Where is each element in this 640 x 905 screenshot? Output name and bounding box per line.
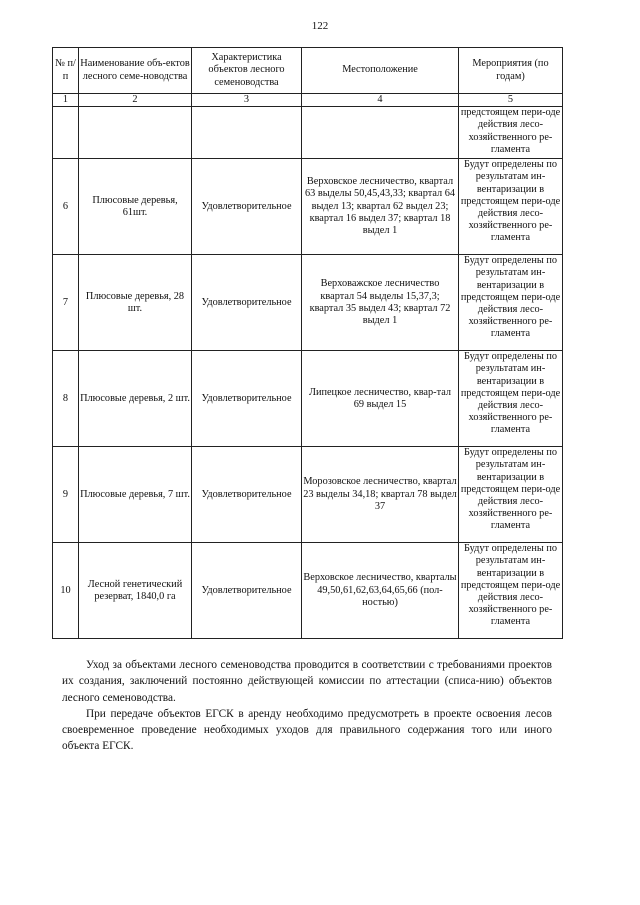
measures-cell: Будут определены по результатам ин-вентаризации в предстоящем пери-оде действия лесо-хозяйственного ре-гламента: [459, 351, 563, 447]
measures-cell: Будут определены по результатам ин-вентаризации в предстоящем пери-оде действия лесо-хозяйственного ре-гламента: [459, 159, 563, 255]
column-number: 3: [192, 94, 302, 107]
header-measures: Мероприятия (по годам): [459, 48, 563, 94]
column-number: 5: [459, 94, 563, 107]
characteristic-cell: Удовлетворительное: [192, 159, 302, 255]
header-number: № п/п: [53, 48, 79, 94]
page-number: 122: [311, 20, 329, 32]
column-number: 1: [53, 94, 79, 107]
continuation-row: [53, 107, 563, 159]
table-header-row: [53, 48, 563, 94]
characteristic-cell: Удовлетворительное: [192, 255, 302, 351]
row-number-cell: 8: [53, 351, 79, 447]
row-number-cell: 7: [53, 255, 79, 351]
location-cell: Верховажское лесничество квартал 54 выделы 15,37,3; квартал 35 выдел 43; квартал 72 выдел 1: [302, 255, 459, 351]
row-number-cell: 9: [53, 447, 79, 543]
forest-seed-objects-table: [52, 47, 563, 639]
location-cell: Морозовское лесничество, квартал 23 выделы 34,18; квартал 78 выдел 37: [302, 447, 459, 543]
table-cell: [79, 107, 192, 159]
row-number-cell: 6: [53, 159, 79, 255]
measures-cell: предстоящем пери-оде действия лесо-хозяйственного ре-гламента: [459, 107, 563, 159]
table-row: [53, 543, 563, 639]
column-number-row: [53, 94, 563, 107]
characteristic-cell: Удовлетворительное: [192, 447, 302, 543]
column-number: 4: [302, 94, 459, 107]
table-row: [53, 159, 563, 255]
paragraph: При передаче объектов ЕГСК в аренду необходимо предусмотреть в проекте освоения лесов своевременное проведение необходимых уходов для правильного содержания того или иного объекта ЕГСК.: [62, 707, 552, 753]
measures-cell: Будут определены по результатам ин-вентаризации в предстоящем пери-оде действия лесо-хозяйственного ре-гламента: [459, 255, 563, 351]
header-object-name: Наименование объ-ектов лесного семе-новодства: [79, 48, 192, 94]
object-name-cell: Плюсовые деревья, 28 шт.: [79, 255, 192, 351]
characteristic-cell: Удовлетворительное: [192, 543, 302, 639]
location-cell: Верховское лесничество, квартал 63 выделы 50,45,43,33; квартал 64 выдел 13; квартал 62 выдел 23; квартал 16 выдел 37; квартал 18 выдел 1: [302, 159, 459, 255]
table-cell: [302, 107, 459, 159]
row-number-cell: 10: [53, 543, 79, 639]
characteristic-cell: Удовлетворительное: [192, 351, 302, 447]
object-name-cell: Плюсовые деревья, 61шт.: [79, 159, 192, 255]
header-characteristic: Характеристика объектов лесного семеноводства: [192, 48, 302, 94]
table-cell: [53, 107, 79, 159]
object-name-cell: Плюсовые деревья, 2 шт.: [79, 351, 192, 447]
header-location: Местоположение: [302, 48, 459, 94]
table-cell: [192, 107, 302, 159]
paragraph: Уход за объектами лесного семеноводства проводится в соответствии с требованиями проектов их создания, заключений постоянно действующей комиссии по аттестации (списа-нию) объектов лесного семеноводства.: [62, 659, 552, 704]
object-name-cell: Лесной генетический резерват, 1840,0 га: [79, 543, 192, 639]
location-cell: Верховское лесничество, кварталы 49,50,61,62,63,64,65,66 (пол-ностью): [302, 543, 459, 639]
table-row: [53, 351, 563, 447]
body-text: [62, 657, 552, 755]
measures-cell: Будут определены по результатам ин-вентаризации в предстоящем пери-оде действия лесо-хозяйственного ре-гламента: [459, 447, 563, 543]
column-number: 2: [79, 94, 192, 107]
table-row: [53, 447, 563, 543]
object-name-cell: Плюсовые деревья, 7 шт.: [79, 447, 192, 543]
measures-cell: Будут определены по результатам ин-вентаризации в предстоящем пери-оде действия лесо-хозяйственного ре-гламента: [459, 543, 563, 639]
location-cell: Липецкое лесничество, квар-тал 69 выдел 15: [302, 351, 459, 447]
table-row: [53, 255, 563, 351]
